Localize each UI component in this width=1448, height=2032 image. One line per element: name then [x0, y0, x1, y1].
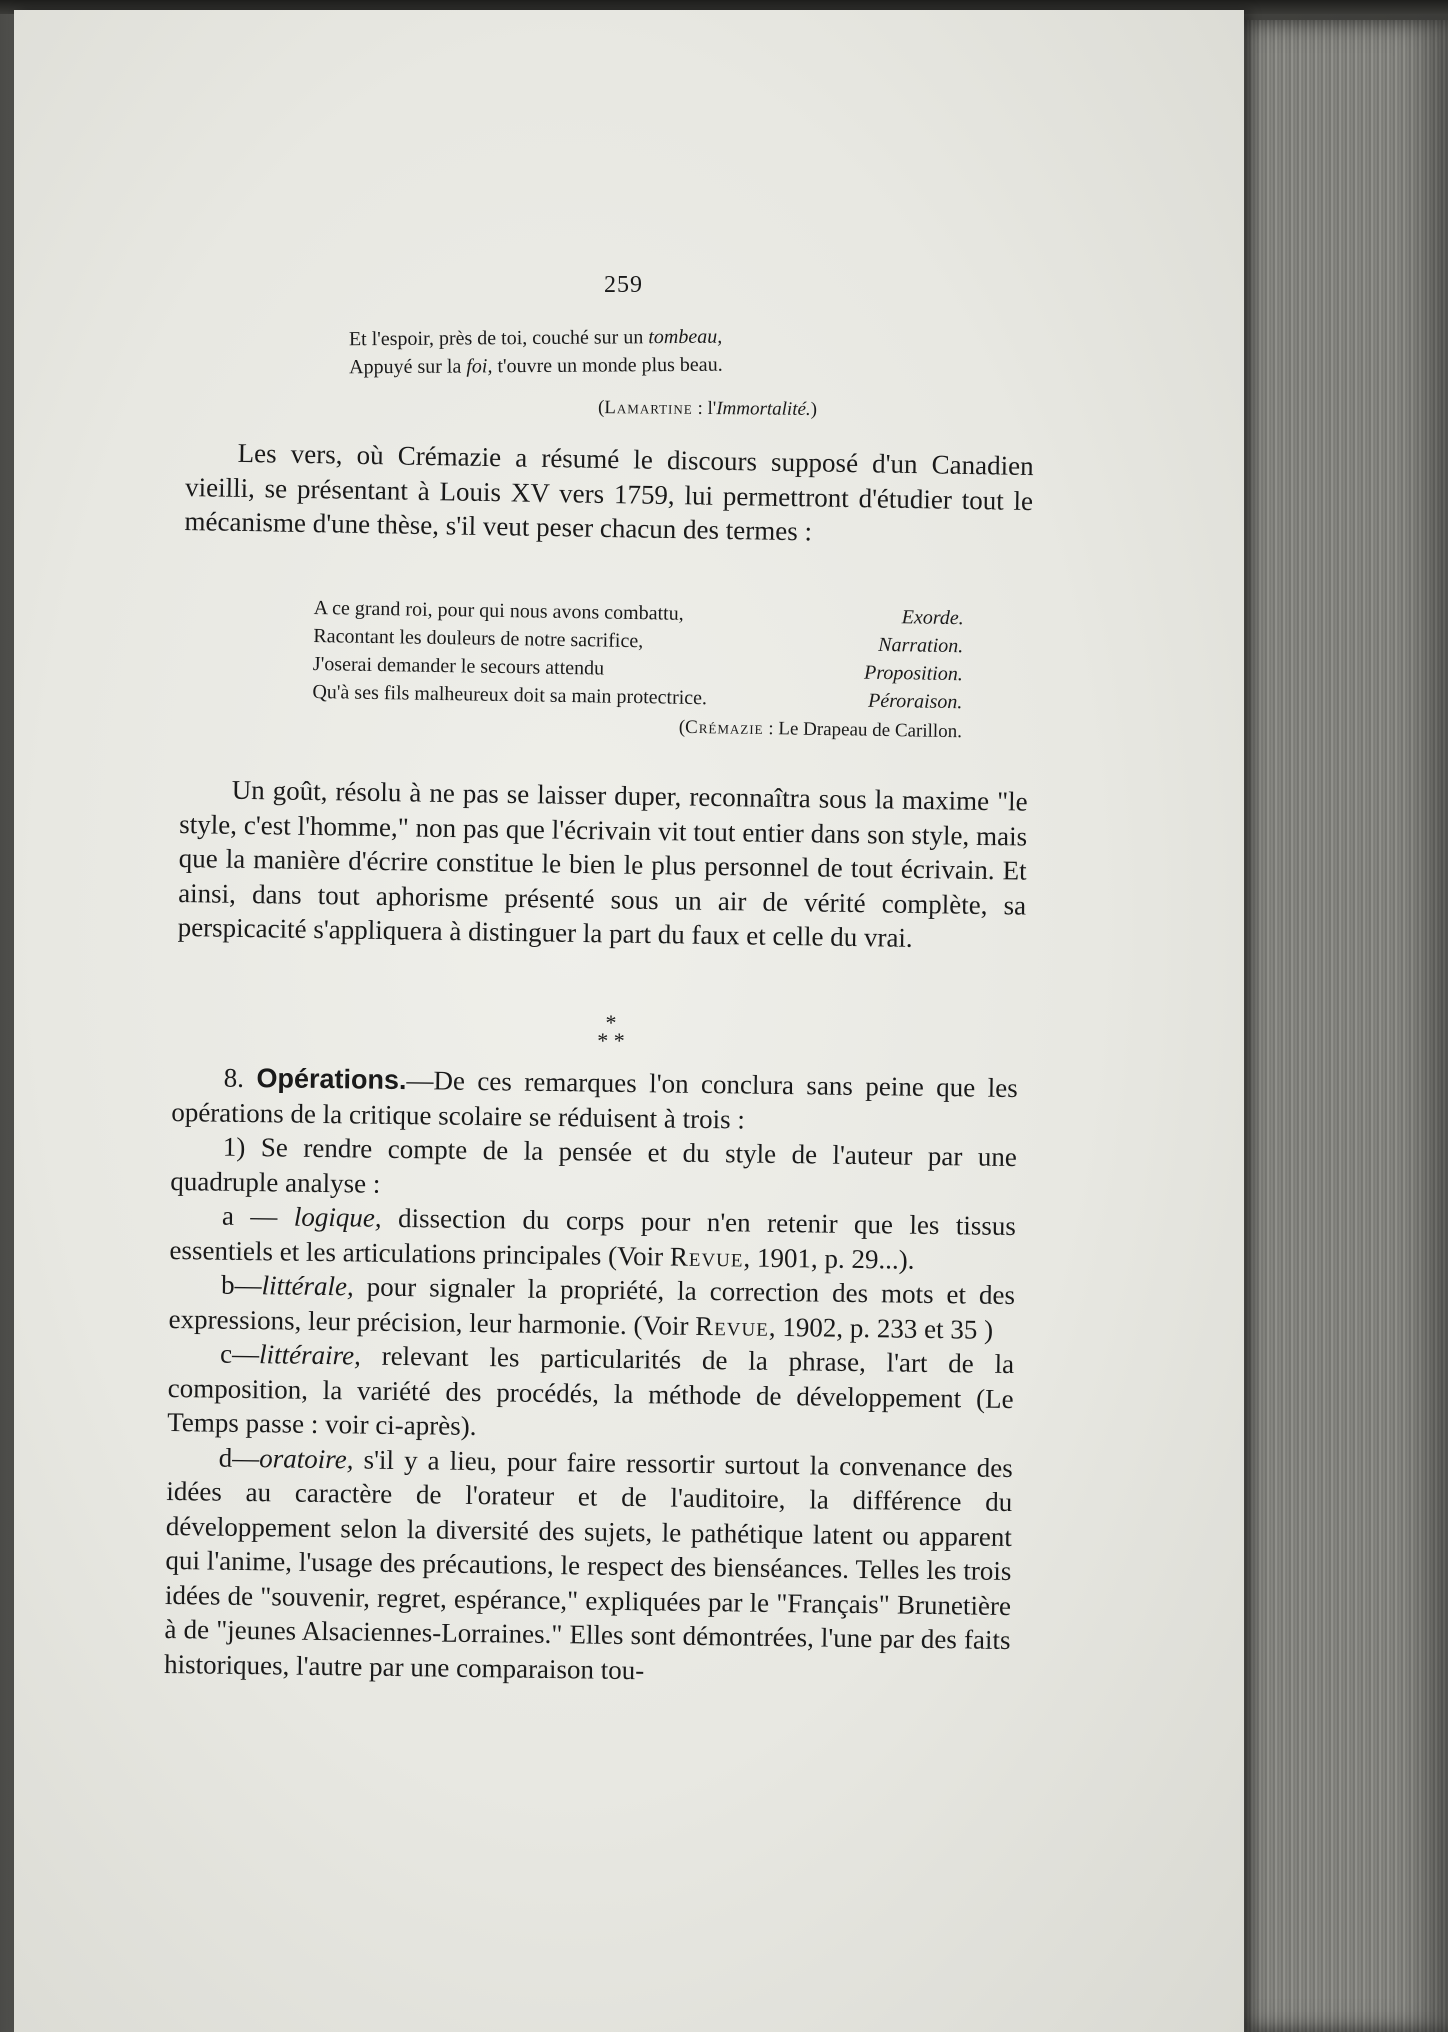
item-a-end: , 1901, p. 29...). [743, 1241, 915, 1275]
section-8 [164, 1060, 1018, 1692]
cremazie-attr-open: ( [678, 716, 686, 738]
cremazie-verse-table [312, 594, 964, 746]
cremazie-tag: Exorde. [901, 606, 964, 630]
cremazie-verse: Qu'à ses fils malheureux doit sa main protectrice. [312, 680, 708, 710]
item-b-end: , 1902, p. 233 et 35 ) [768, 1311, 994, 1345]
epigraph-line-1-italic: tombeau, [648, 325, 723, 349]
section-item-a [169, 1198, 1016, 1278]
section-intro-text: —De ces remarques l'on conclura sans peine que les opérations de la critique scolaire se réduisent à trois : [171, 1065, 1018, 1135]
section-8-intro [171, 1060, 1018, 1140]
cremazie-attr-author: Crémazie [684, 716, 764, 740]
attr-author: Lamartine [604, 397, 693, 419]
item-c-prefix: c— [219, 1338, 260, 1370]
item-d-prefix: d— [218, 1442, 260, 1473]
separator-bottom-stars: * * [597, 1028, 625, 1053]
attr-close: ) [810, 398, 818, 420]
section-heading: Opérations. [256, 1063, 407, 1096]
item-d-text: s'il y a lieu, pour faire ressortir surtout la convenance des idées au caractère de l'orateur et de l'auditoire, la différence du développement selon la diversité des sujets, le pathétique latent ou apparent qui l'anime, l'usage des précautions, le respect des bienséances. Telles les trois idées de "souvenir, regret, espérance," expliquées par le "Français" Brunetière à de "jeunes Alsaciennes-Lorraines." Elles sont démontrées, l'une par des faits historiques, l'autre par une comparaison tou- [163, 1443, 1013, 1685]
paragraph-1 [184, 435, 1034, 553]
cremazie-verse: Racontant les douleurs de notre sacrifice, [313, 624, 644, 653]
epigraph-line-1 [349, 323, 723, 354]
cremazie-verse: A ce grand roi, pour qui nous avons combattu, [313, 596, 684, 625]
item-a-prefix: a — [221, 1200, 295, 1232]
item-a-revue: Revue [669, 1241, 744, 1272]
section-item-1: 1) Se rendre compte de la pensée et du style de l'auteur par une quadruple analyse : [170, 1131, 1017, 1199]
attr-work: Immortalité. [716, 398, 811, 420]
section-item-d [164, 1439, 1013, 1692]
item-a-term: logique, [293, 1201, 382, 1233]
epigraph-attribution [598, 397, 817, 421]
section-separator [586, 1010, 636, 1053]
attr-open: ( [597, 397, 605, 419]
epigraph-verse [349, 323, 723, 382]
section-item-c [167, 1336, 1014, 1451]
cremazie-attr-rest: : Le Drapeau de Carillon. [763, 718, 963, 743]
paragraph-1-text: Les vers, où Crémazie a résumé le discours supposé d'un Canadien vieilli, se présentant à Louis XV vers 1759, lui permettront d'étudier tout le mécanisme d'une thèse, s'il veut peser chacun des termes : [184, 437, 1034, 547]
cremazie-verse: J'oserai demander le secours attendu [312, 652, 605, 680]
page-number: 259 [604, 272, 643, 298]
paragraph-2 [177, 772, 1027, 957]
cremazie-tag: Narration. [878, 633, 964, 658]
page-stack-edge [1240, 20, 1448, 2032]
item-c-term: littéraire, [258, 1339, 362, 1371]
cremazie-tag: Péroraison. [867, 689, 963, 714]
cremazie-tag: Proposition. [863, 661, 963, 686]
epigraph-line-2-end: t'ouvre un monde plus beau. [492, 353, 723, 378]
epigraph-line-2-italic: foi, [466, 355, 493, 378]
item-a-text: dissection du corps pour n'en retenir que les tissus essentiels et les articulations principales (Voir [169, 1202, 1017, 1272]
epigraph-line-1-text: Et l'espoir, près de toi, couché sur un [348, 326, 649, 351]
item-c-text: relevant les particularités de la phrase, l'art de la composition, la variété des procédés, la méthode de développement (Le Temps passe : voir ci-après). [167, 1340, 1015, 1442]
item-b-revue: Revue [694, 1310, 770, 1342]
epigraph-line-2 [349, 351, 723, 382]
item-b-term: littérale, [261, 1270, 354, 1302]
book-page [14, 10, 1244, 2032]
item-b-prefix: b— [220, 1269, 262, 1301]
section-number: 8. [223, 1062, 257, 1094]
paragraph-2-text: Un goût, résolu à ne pas se laisser duper, reconnaîtra sous la maxime "le style, c'est l'homme," non pas que l'écrivain vit tout entier dans son style, mais que la manière d'écrire constitue le bien le plus personnel de tout écrivain. Et ainsi, dans tout aphorisme présenté sous un air de vérité complète, sa perspicacité s'appliquera à distinguer la part du faux et celle du vrai. [177, 774, 1028, 953]
section-item-b [168, 1267, 1015, 1347]
item-b-text: pour signaler la propriété, la correction des mots et des expressions, leur précision, leur harmonie. (Voir [168, 1271, 1016, 1341]
attr-sep: : l' [692, 397, 717, 420]
epigraph-line-2-text: Appuyé sur la [349, 355, 467, 379]
separator-top-star: * [605, 1010, 617, 1035]
item-d-term: oratoire, [259, 1442, 354, 1474]
